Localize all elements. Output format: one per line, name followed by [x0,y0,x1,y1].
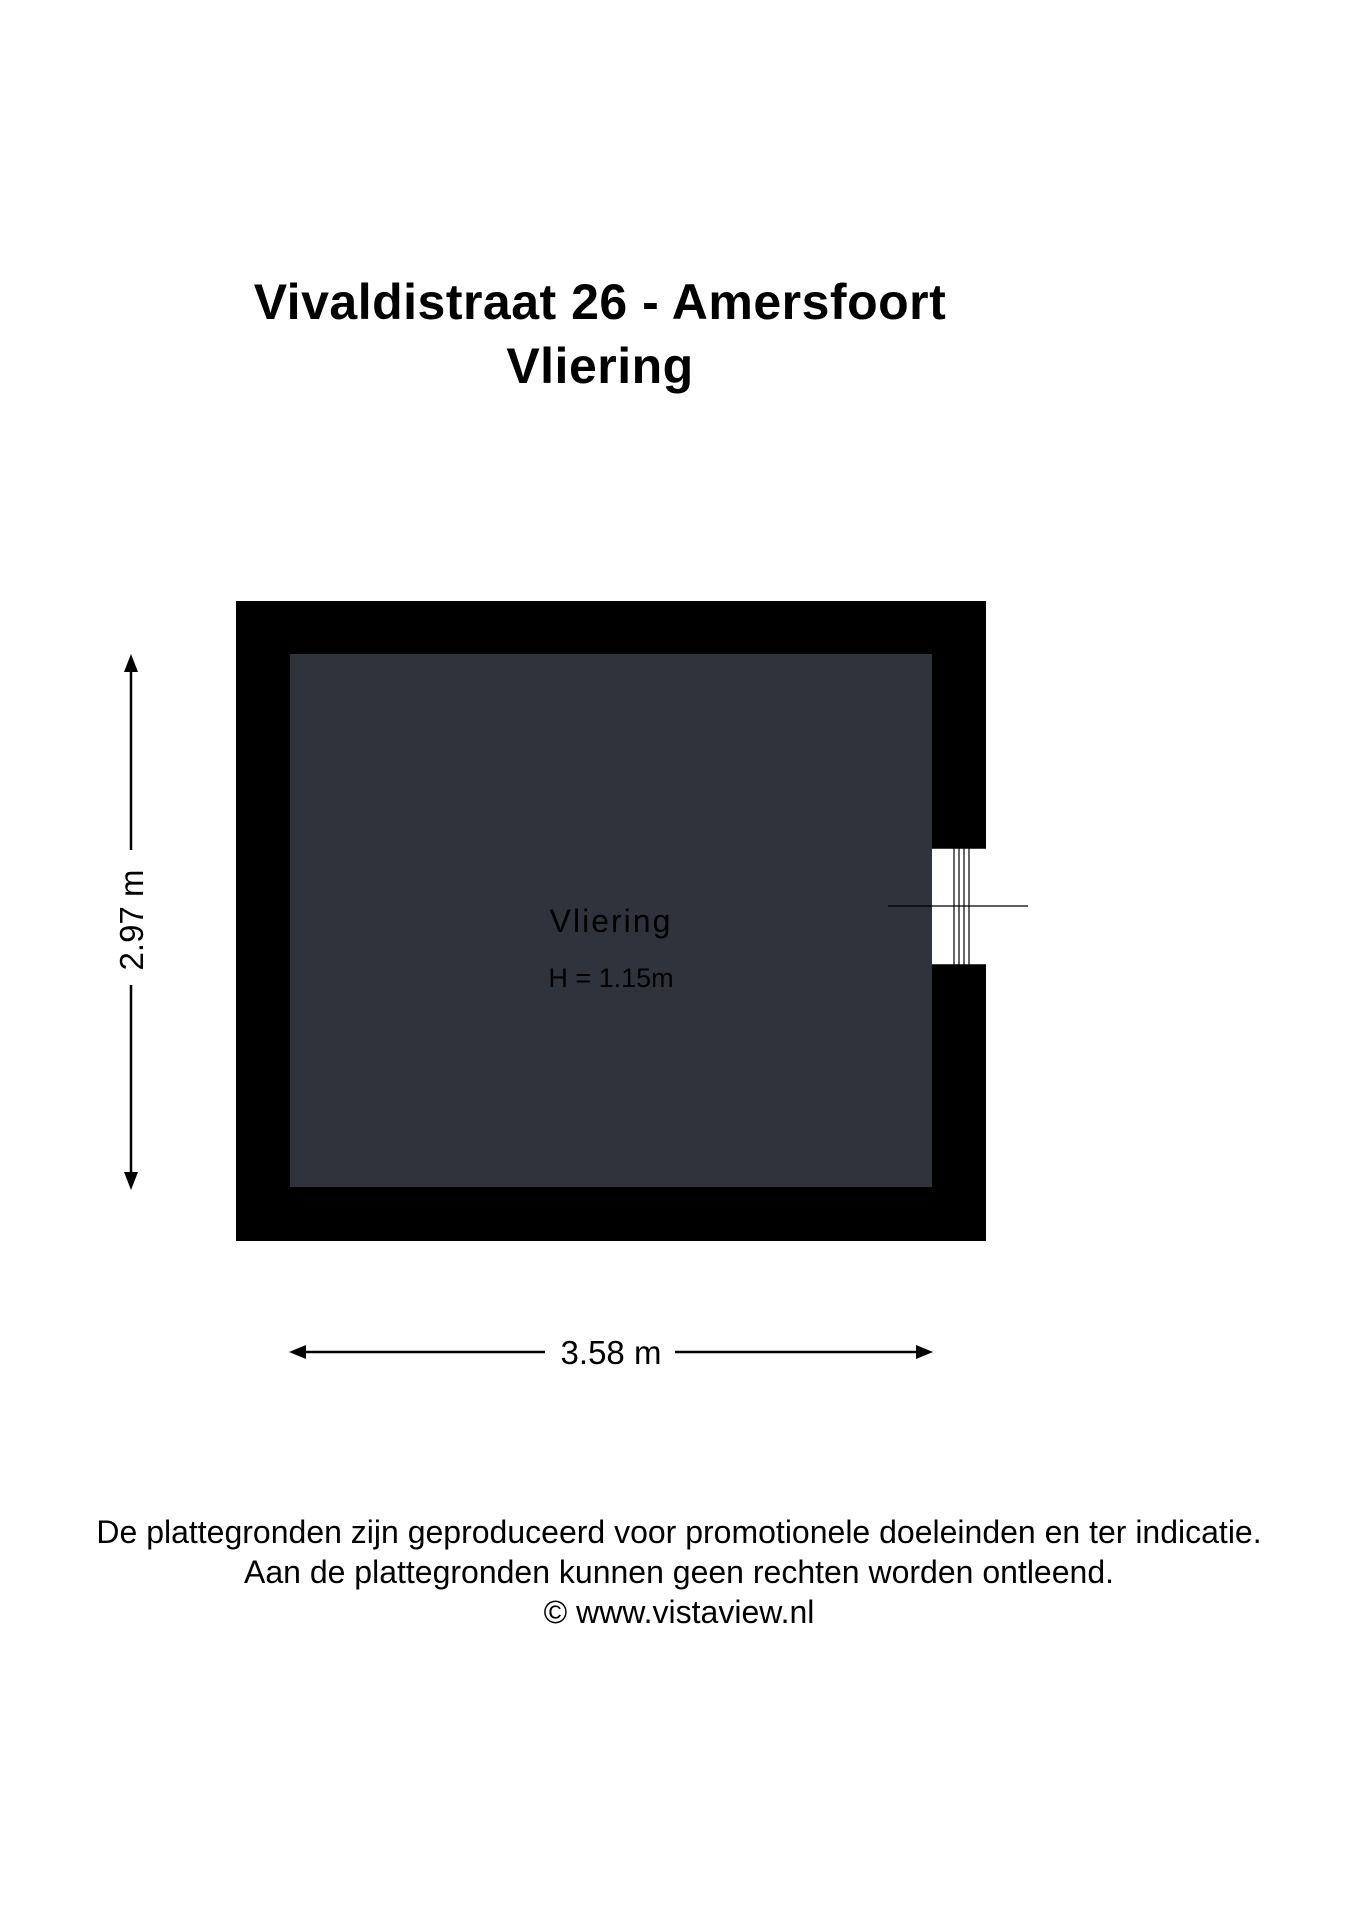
disclaimer-line-2: Aan de plattegronden kunnen geen rechten worden ontleend. [243,1554,1114,1590]
wall-right-lower [932,965,986,1241]
copyright-line: © www.vistaview.nl [543,1594,815,1630]
arrowhead-up-icon [124,654,138,672]
arrowhead-right-icon [916,1345,933,1359]
wall-top [236,601,986,654]
address-title: Vivaldistraat 26 - Amersfoort [253,274,947,330]
floor-title: Vliering [506,338,694,394]
depth-dimension-label: 2.97 m [113,869,150,971]
arrowhead-left-icon [289,1345,306,1359]
wall-left [236,601,290,1241]
width-dimension-label: 3.58 m [560,1334,662,1371]
room-name-label: Vliering [549,903,673,939]
room-height-label: H = 1.15m [548,963,674,993]
disclaimer [0,1512,1358,1632]
wall-bottom [236,1187,986,1241]
wall-right-upper [932,601,986,848]
arrowhead-down-icon [124,1172,138,1190]
disclaimer-line-1: De plattegronden zijn geproduceerd voor promotionele doeleinden en ter indicatie. [96,1514,1262,1550]
